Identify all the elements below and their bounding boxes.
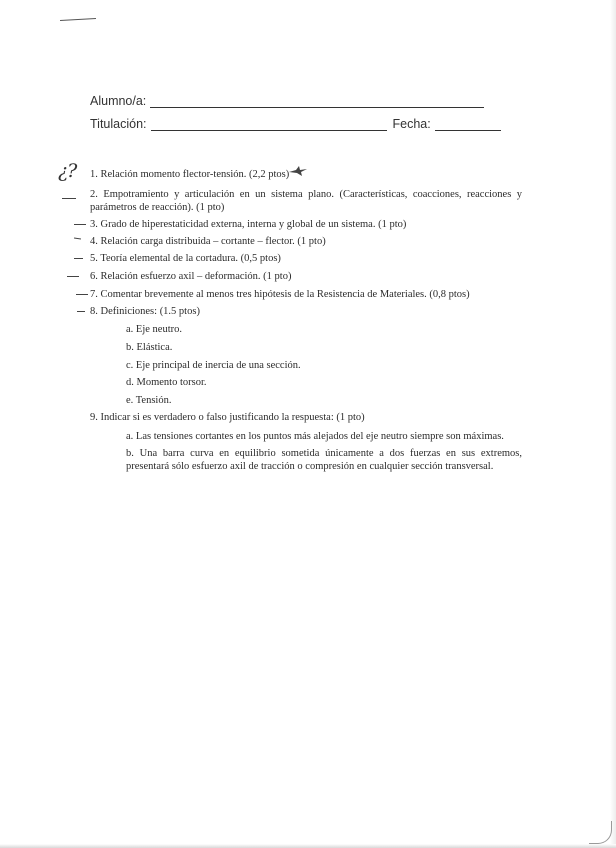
margin-dash bbox=[74, 258, 83, 259]
student-label: Alumno/a: bbox=[90, 94, 147, 108]
question-3: 3. Grado de hiperestaticidad externa, interna y global de un sistema. (1 pto) bbox=[90, 219, 407, 230]
definition-e: e. Tensión. bbox=[126, 395, 172, 406]
margin-dash bbox=[62, 198, 76, 199]
margin-dash bbox=[74, 224, 86, 225]
question-5: 5. Teoría elemental de la cortadura. (0,5 ptos) bbox=[90, 253, 281, 264]
question-9: 9. Indicar si es verdadero o falso justificando la respuesta: (1 pto) bbox=[90, 412, 365, 423]
date-label: Fecha: bbox=[392, 117, 431, 131]
page-edge bbox=[610, 0, 616, 848]
bird-doodle-icon bbox=[289, 166, 307, 176]
degree-field[interactable] bbox=[151, 118, 387, 131]
margin-dash bbox=[76, 294, 88, 295]
degree-label: Titulación: bbox=[90, 117, 147, 131]
question-1: 1. Relación momento flector-tensión. (2,2 ptos) bbox=[90, 169, 290, 180]
definition-b: b. Elástica. bbox=[126, 342, 173, 353]
definition-a: a. Eje neutro. bbox=[126, 324, 182, 335]
definition-d: d. Momento torsor. bbox=[126, 377, 207, 388]
page-edge-bottom bbox=[0, 844, 616, 848]
margin-dash bbox=[77, 311, 85, 312]
question-7: 7. Comentar brevemente al menos tres hipótesis de la Resistencia de Materiales. (0,8 ptos) bbox=[90, 289, 470, 300]
student-name-field[interactable] bbox=[150, 95, 484, 108]
handwritten-question-mark: ¿? bbox=[58, 160, 77, 182]
definition-c: c. Eje principal de inercia de una sección. bbox=[126, 360, 301, 371]
degree-row bbox=[90, 111, 501, 131]
question-6: 6. Relación esfuerzo axil – deformación. (1 pto) bbox=[90, 271, 292, 282]
true-false-b: b. Una barra curva en equilibrio sometida únicamente a dos fuerzas en sus extremos, presentará sólo esfuerzo axil de tracción o compresión en cualquier sección transversal. bbox=[126, 448, 522, 472]
top-pen-mark bbox=[60, 18, 96, 21]
student-row bbox=[90, 88, 501, 108]
margin-dash bbox=[67, 276, 79, 277]
page-corner-fold bbox=[589, 821, 612, 844]
date-field[interactable] bbox=[435, 118, 501, 131]
question-4: 4. Relación carga distribuida – cortante – flector. (1 pto) bbox=[90, 236, 326, 247]
question-2: 2. Empotramiento y articulación en un sistema plano. (Características, coacciones, reacciones y parámetros de reacción). (1 pto) bbox=[90, 189, 522, 213]
true-false-a: a. Las tensiones cortantes en los puntos más alejados del eje neutro siempre son máximas. bbox=[126, 431, 504, 442]
margin-dash bbox=[74, 238, 81, 240]
question-8: 8. Definiciones: (1.5 ptos) bbox=[90, 306, 200, 317]
exam-header bbox=[90, 88, 501, 134]
